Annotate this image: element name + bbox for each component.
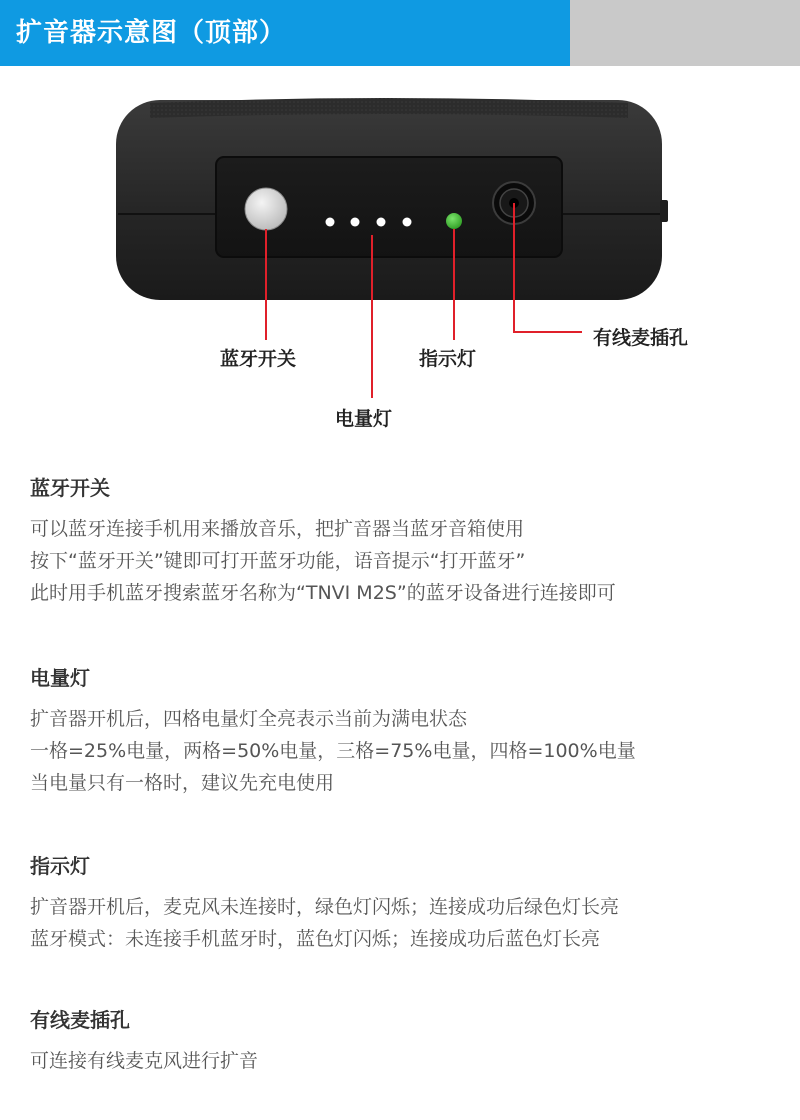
section-line: 扩音器开机后，麦克风未连接时，绿色灯闪烁；连接成功后绿色灯长亮	[30, 896, 620, 918]
section-line: 一格=25%电量，两格=50%电量，三格=75%电量，四格=100%电量	[30, 740, 636, 762]
section-line: 可连接有线麦克风进行扩音	[30, 1050, 259, 1072]
callout-label-indicator: 指示灯	[419, 348, 477, 370]
section-mic-jack	[30, 1004, 258, 1077]
section-line: 当电量只有一格时，建议先充电使用	[30, 772, 335, 794]
header-bar	[0, 0, 800, 66]
callout-label-mic-jack: 有线麦插孔	[593, 327, 689, 349]
section-line: 扩音器开机后，四格电量灯全亮表示当前为满电状态	[30, 708, 468, 730]
section-line: 蓝牙模式：未连接手机蓝牙时，蓝色灯闪烁；连接成功后蓝色灯长亮	[30, 928, 601, 950]
section-indicator-light	[30, 850, 619, 955]
battery-led-1	[326, 218, 335, 227]
section-battery-light	[30, 662, 636, 799]
callout-label-bluetooth: 蓝牙开关	[220, 348, 297, 370]
section-title: 蓝牙开关	[30, 476, 110, 500]
section-title: 有线麦插孔	[30, 1008, 130, 1032]
speaker-top-diagram	[0, 66, 800, 446]
section-title: 指示灯	[30, 854, 90, 878]
battery-led-3	[377, 218, 386, 227]
section-bluetooth-switch	[30, 472, 616, 609]
page-title: 扩音器示意图（顶部）	[16, 18, 287, 48]
indicator-led	[446, 213, 462, 229]
section-title: 电量灯	[30, 666, 90, 690]
callout-label-battery: 电量灯	[335, 408, 393, 430]
header-gray-band	[570, 0, 800, 66]
section-line: 此时用手机蓝牙搜索蓝牙名称为“TNVI M2S”的蓝牙设备进行连接即可	[30, 582, 616, 604]
section-line: 按下“蓝牙开关”键即可打开蓝牙功能，语音提示“打开蓝牙”	[30, 550, 526, 572]
battery-led-2	[351, 218, 360, 227]
section-line: 可以蓝牙连接手机用来播放音乐，把扩音器当蓝牙音箱使用	[30, 518, 525, 540]
battery-led-4	[403, 218, 412, 227]
bluetooth-switch-button	[245, 188, 287, 230]
